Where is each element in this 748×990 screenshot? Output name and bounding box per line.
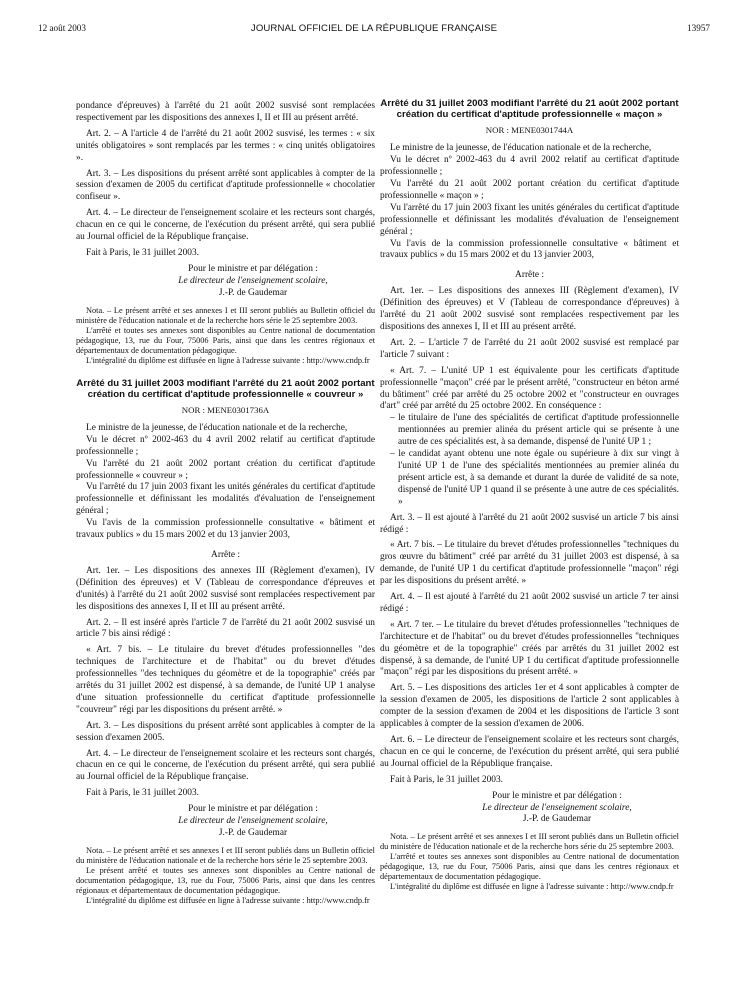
signature-line: Pour le ministre et par délégation :: [492, 790, 622, 801]
header-page-number: 13957: [687, 23, 710, 33]
article-quote: « Art. 7 bis. – Le titulaire du brevet d'études professionnelles "des techniques de l'architecture et de l'habitat" ou du brevet d'études professionnelles "des techniques du géomètre et de la topographie" créés par arrêtés du 31 juillet 2002 est dispensé, à sa demande, de l'unité UP 1 analyse d'une situation professionnelle du certificat d'aptitude professionnelle "couvreur" régi par les dispositions du présent arrêté. »: [76, 645, 375, 715]
visa-line: Le ministre de la jeunesse, de l'éducation nationale et de la recherche,: [86, 422, 348, 433]
decree-title: Arrêté du 31 juillet 2003 modifiant l'arrêté du 21 août 2002 portant création du certificat d'aptitude professionnelle « couvreur »: [76, 377, 375, 400]
signature-role: Le directeur de l'enseignement scolaire,: [178, 275, 328, 286]
header-date: 12 août 2003: [38, 23, 86, 33]
page-header: [38, 23, 710, 37]
nota-block: [76, 306, 375, 366]
nota-text: L'arrêté et toutes ses annexes sont disponibles au Centre national de documentation pédagogique, 13, rue du Four, 75006 Paris, ainsi que dans les centres régionaux et départementaux de documentation pédagogique.: [76, 325, 375, 355]
article-4: Art. 4. – Le directeur de l'enseignement scolaire et les recteurs sont chargés, chacun en ce qui le concerne, de l'exécution du présent arrêté, qui sera publié au Journal officiel de la République française.: [76, 208, 375, 243]
article-quote: « Art. 7. – L'unité UP 1 est équivalente pour les certificats d'aptitude professionnelle "maçon" créé par le présent arrêté, "constructeur en béton armé du bâtiment" créé par arrêté du 25 octobre 2002 et "constructeur en ouvrages d'art" créé par arrêté du 25 octobre 2002. En conséquence :: [380, 365, 679, 412]
article-2: Art. 2. – Il est inséré après l'article 7 de l'arrêté du 21 août 2002 susvisé un article 7 bis ainsi rédigé :: [76, 617, 375, 640]
visa-line: Vu l'arrêté du 21 août 2002 portant création du certificat d'aptitude professionnelle « couvreur » ;: [76, 458, 375, 481]
visa-line: Vu l'arrêté du 17 juin 2003 fixant les unités générales du certificat d'aptitude professionnelle et définissant les modalités d'évaluation de l'enseignement général ;: [76, 482, 375, 517]
article-3: Art. 3. – Les dispositions du présent arrêté sont applicables à compter de la session d'examen de 2005 du certificat d'aptitude professionnelle « chocolatier confiseur ».: [76, 168, 375, 203]
nota-text: L'arrêté et toutes ses annexes sont disponibles au Centre national de documentation pédagogique, 13, rue du Four, 75006 Paris, ainsi que dans les centres régionaux et départementaux de documentation pédagogique.: [380, 852, 679, 882]
article-1: Art. 1er. – Les dispositions des annexes III (Règlement d'examen), IV (Définition des épreuves) et V (Tableau de correspondance d'épreuves et d'unités) à l'arrêté du 21 août 2002 susvisé sont remplacées respectivement par les dispositions des annexes I, II et III au présent arrêté.: [76, 565, 375, 612]
visa-line: Vu l'arrêté du 17 juin 2003 fixant les unités générales du certificat d'aptitude professionnelle et définissant les modalités d'évaluation de l'enseignement général ;: [380, 202, 679, 237]
arrete-heading: Arrête :: [515, 270, 544, 281]
nota-text: Le présent arrêté et toutes ses annexes sont disponibles au Centre national de documentation pédagogique, 13, rue du Four, 75006 Paris, ainsi que dans les centres régionaux et départementaux de documentation pédagogique.: [76, 865, 375, 895]
article-3: Art. 3. – Il est ajouté à l'arrêté du 21 août 2002 susvisé un article 7 bis ainsi rédigé :: [380, 512, 679, 535]
article-2: Art. 2. – A l'article 4 de l'arrêté du 21 août 2002 susvisé, les termes : « six unités obligatoires » sont remplacés par les termes : « cinq unités obligatoires ».: [76, 128, 375, 163]
signature-role: Le directeur de l'enseignement scolaire,: [482, 802, 632, 813]
visa-line: Vu le décret nº 2002-463 du 4 avril 2002 relatif au certificat d'aptitude professionnelle ;: [380, 155, 679, 178]
visa-line: Le ministre de la jeunesse, de l'éducation nationale et de la recherche,: [390, 143, 652, 154]
done-at: Fait à Paris, le 31 juillet 2003.: [390, 774, 504, 785]
right-column: [380, 98, 679, 892]
header-journal-title: JOURNAL OFFICIEL DE LA RÉPUBLIQUE FRANÇAISE: [250, 23, 498, 34]
nor-reference: NOR : MENE0301736A: [181, 405, 270, 415]
signature-line: Pour le ministre et par délégation :: [188, 263, 318, 274]
article-1: Art. 1er. – Les dispositions des annexes III (Règlement d'examen), IV (Définition des épreuves) et V (Tableau de correspondance d'épreuves) à l'arrêté du 21 août 2002 susvisé sont remplacées respectivement par les dispositions des annexes I, II et III au présent arrêté.: [380, 286, 679, 332]
visa-line: Vu l'arrêté du 21 août 2002 portant création du certificat d'aptitude professionnelle « maçon » ;: [380, 179, 679, 201]
article-6: Art. 6. – Le directeur de l'enseignement scolaire et les recteurs sont chargés, chacun en ce qui le concerne, de l'exécution du présent arrêté, qui sera publié au Journal officiel de la République française.: [380, 735, 679, 769]
dash-item: – le candidat ayant obtenu une note égale ou supérieure à dix sur vingt à l'unité UP 1 de l'une des spécialités mentionnées au premier alinéa du présent article est, à sa demande et durant la durée de validité de sa note, dispensé de l'unité UP 1 quand il se présente à une autre de ces spécialités. »: [390, 449, 679, 507]
nota-text: Nota. – Le présent arrêté et ses annexes I et III seront publiés au Bulletin officiel du ministère de l'éducation nationale et de la recherche hors série le 25 septembre 2003.: [76, 305, 375, 325]
visa-line: Vu l'avis de la commission professionnelle consultative « bâtiment et travaux publics » du 15 mars 2002 et du 13 janvier 2003,: [76, 518, 375, 541]
nota-text: L'intégralité du diplôme est diffusée en ligne à l'adresse suivante : http://www.cndp.fr: [390, 882, 674, 892]
signature-role: Le directeur de l'enseignement scolaire,: [178, 816, 328, 827]
visa-line: Vu l'avis de la commission professionnelle consultative « bâtiment et travaux publics » du 15 mars 2002 et du 13 janvier 2003,: [380, 238, 679, 261]
signature-line: Pour le ministre et par délégation :: [188, 804, 318, 815]
nota-block: [76, 846, 375, 906]
article-quote: « Art. 7 ter. – Le titulaire du brevet d'études professionnelles "techniques de l'architecture et de l'habitat" ou du brevet d'études professionnelles "techniques du géomètre et de la topographie" créés par arrêtés du 31 juillet 2002 est dispensé, à sa demande, de l'unité UP 1 du certificat d'aptitude professionnelle "maçon" régi par les dispositions du présent arrêté. »: [380, 619, 679, 678]
done-at: Fait à Paris, le 31 juillet 2003.: [86, 247, 200, 258]
visa-line: Vu le décret nº 2002-463 du 4 avril 2002 relatif au certificat d'aptitude professionnelle ;: [76, 434, 375, 457]
signature-name: J.-P. de Gaudemar: [218, 287, 288, 298]
nota-text: Nota. – Le présent arrêté et ses annexes I et III seront publiés dans un Bulletin officiel du ministère de l'éducation nationale et de la recherche hors série du 25 septembre 2003.: [380, 832, 679, 852]
nor-reference: NOR : MENE0301744A: [485, 125, 574, 136]
done-at: Fait à Paris, le 31 juillet 2003.: [86, 788, 200, 799]
nota-text: Nota. – Le présent arrêté et ses annexes I et III seront publiés dans un Bulletin officiel du ministère de l'éducation nationale et de la recherche hors série le 25 septembre 2003.: [76, 845, 375, 865]
article-4: Art. 4. – Le directeur de l'enseignement scolaire et les recteurs sont chargés, chacun en ce qui le concerne, de l'exécution du présent arrêté, qui sera publié au Journal officiel de la République française.: [76, 748, 375, 783]
article-4: Art. 4. – Il est ajouté à l'arrêté du 21 août 2002 susvisé un article 7 ter ainsi rédigé :: [380, 592, 679, 614]
paragraph: pondance d'épreuves) à l'arrêté du 21 août 2002 susvisé sont remplacées respectivement par les dispositions des annexes I, II et III au présent arrêté.: [76, 101, 375, 123]
article-2: Art. 2. – L'article 7 de l'arrêté du 21 août 2002 susvisé est remplacé par l'article 7 suivant :: [380, 337, 679, 360]
signature-name: J.-P. de Gaudemar: [218, 828, 288, 838]
left-column: [76, 101, 375, 906]
arrete-heading: Arrête :: [211, 549, 240, 560]
article-3: Art. 3. – Les dispositions du présent arrêté sont applicables à compter de la session d'examen 2005.: [76, 720, 375, 743]
article-5: Art. 5. – Les dispositions des articles 1er et 4 sont applicables à compter de la session d'examen de 2005, les dispositions de l'article 2 sont applicables à compter de la session d'examen de 2004 et les dispositions de l'article 3 sont applicables à compter de la session d'examen de 2006.: [380, 683, 679, 730]
dash-item: – le titulaire de l'une des spécialités de certificat d'aptitude professionnelle mentionnées au premier alinéa du présent article qui se présente à une autre de ces spécialités est, à sa demande, dispensé de l'unité UP 1 ;: [390, 413, 679, 448]
article-quote: « Art. 7 bis. – Le titulaire du brevet d'études professionnelles "techniques du gros œuvre du bâtiment" créé par arrêté du 31 juillet 2003 est dispensé, à sa demande, de l'unité UP 1 du certificat d'aptitude professionnelle "maçon" régi par les dispositions du présent arrêté. »: [380, 540, 679, 587]
signature-name: J.-P. de Gaudemar: [522, 814, 592, 825]
nota-text: L'intégralité du diplôme est diffusée en ligne à l'adresse suivante : http://www.cndp.fr: [86, 895, 370, 905]
decree-title: Arrêté du 31 juillet 2003 modifiant l'arrêté du 21 août 2002 portant création du certificat d'aptitude professionnelle « maçon »: [380, 98, 679, 121]
nota-block: [380, 832, 679, 892]
nota-text: L'intégralité du diplôme est diffusée en ligne à l'adresse suivante : http://www.cndp.fr: [86, 355, 370, 365]
